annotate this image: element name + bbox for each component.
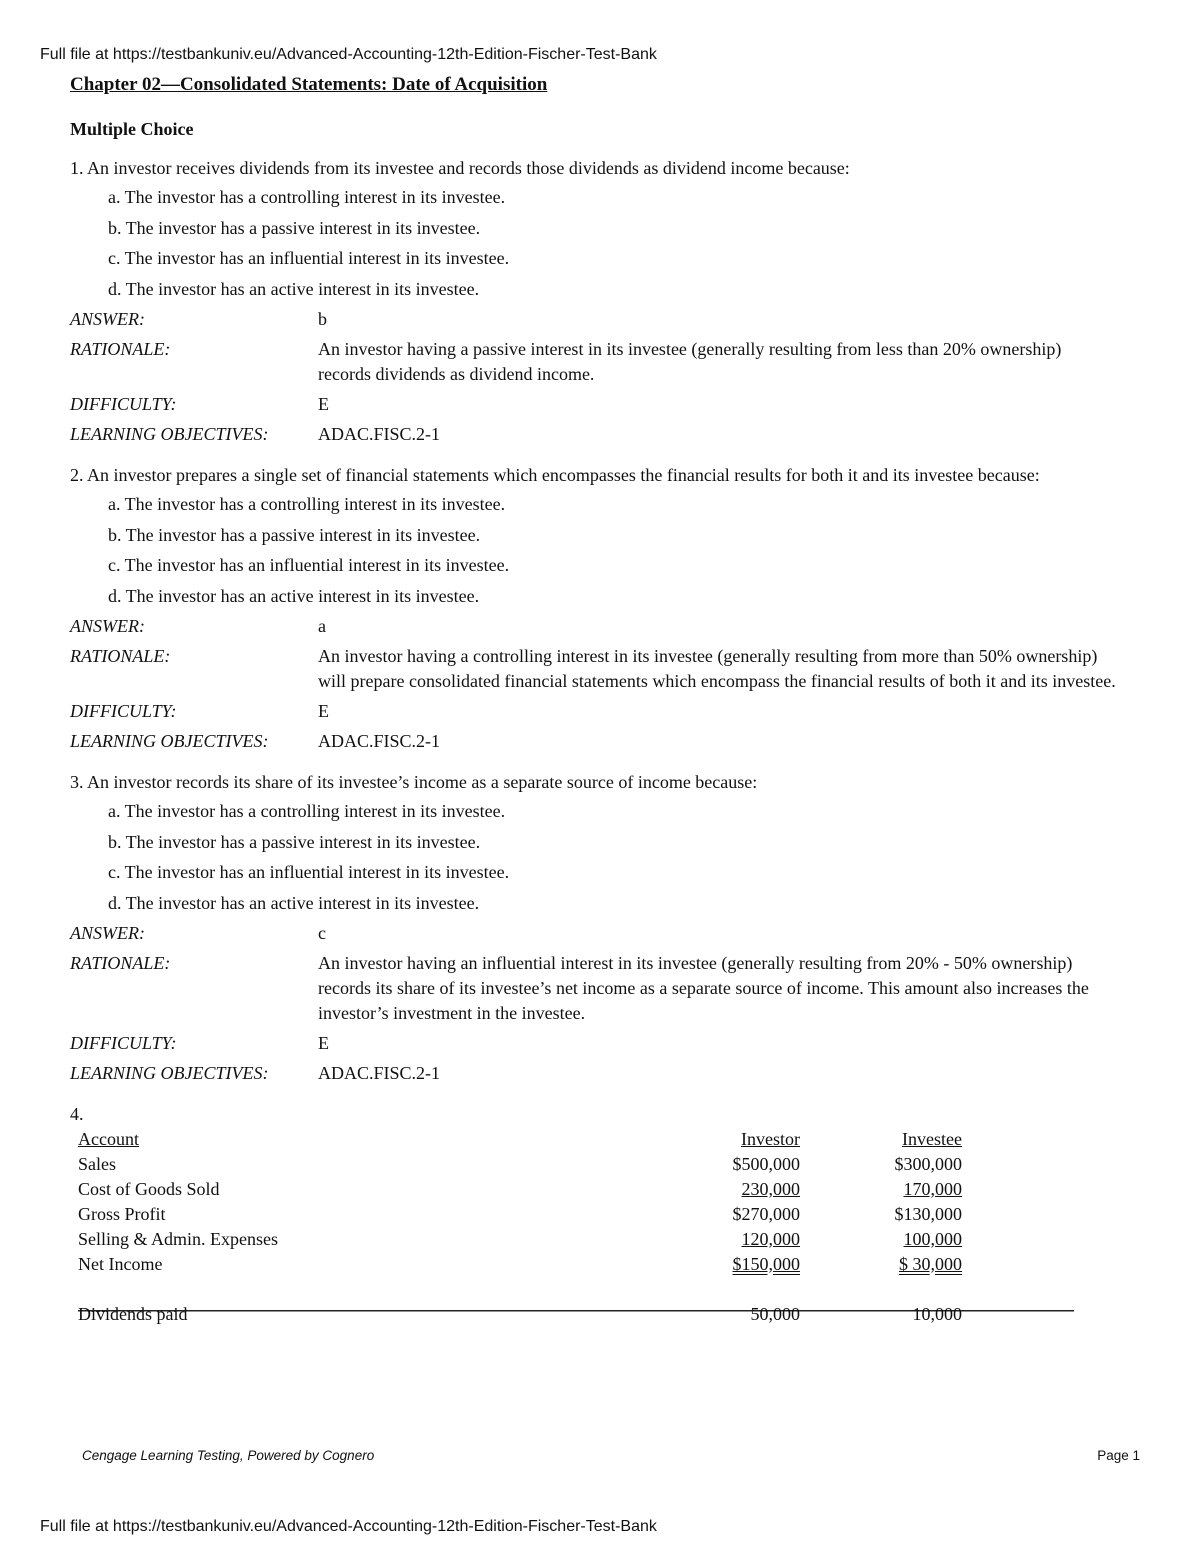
row-investor-value: 230,000 bbox=[741, 1179, 800, 1199]
row-investor-value: $270,000 bbox=[732, 1204, 800, 1224]
section-title: Multiple Choice bbox=[70, 119, 194, 139]
question-3 bbox=[70, 770, 1140, 1086]
answer-value: c bbox=[318, 923, 326, 943]
question-list bbox=[70, 156, 1140, 1086]
financial-table-row bbox=[78, 1152, 1080, 1177]
option-item: b. The investor has a passive interest in its investee. bbox=[108, 524, 481, 545]
answer-label: ANSWER: bbox=[70, 923, 145, 943]
difficulty-value: E bbox=[318, 701, 329, 721]
row-account: Cost of Goods Sold bbox=[78, 1179, 220, 1199]
objectives-value: ADAC.FISC.2-1 bbox=[318, 1063, 441, 1083]
objectives-value: ADAC.FISC.2-1 bbox=[318, 424, 441, 444]
question-meta bbox=[70, 307, 1140, 447]
document-page bbox=[70, 70, 1140, 1327]
question-1 bbox=[70, 156, 1140, 447]
option-item: a. The investor has a controlling interest in its investee. bbox=[108, 187, 506, 207]
objectives-label: LEARNING OBJECTIVES: bbox=[70, 731, 269, 751]
question-text: 1. An investor receives dividends from its investee and records those dividends as dividend income because: bbox=[70, 158, 850, 178]
header-account: Account bbox=[78, 1129, 139, 1149]
option-list bbox=[70, 185, 1140, 302]
rationale-label: RATIONALE: bbox=[70, 953, 171, 973]
objectives-label: LEARNING OBJECTIVES: bbox=[70, 424, 269, 444]
option-item: b. The investor has a passive interest in its investee. bbox=[108, 831, 481, 852]
row-account: Net Income bbox=[78, 1254, 163, 1274]
footer-credit: Cengage Learning Testing, Powered by Cognero bbox=[82, 1448, 375, 1463]
option-item: b. The investor has a passive interest in its investee. bbox=[108, 217, 481, 238]
header-investor: Investor bbox=[741, 1129, 800, 1149]
row-investee-value: $ 30,000 bbox=[899, 1254, 962, 1274]
difficulty-label: DIFFICULTY: bbox=[70, 701, 177, 721]
option-list bbox=[70, 492, 1140, 609]
row-account: Sales bbox=[78, 1154, 116, 1174]
rationale-value: An investor having a passive interest in its investee (generally resulting from less than 20% ownership) records dividends as dividend income. bbox=[318, 339, 1062, 384]
header-investee: Investee bbox=[902, 1129, 962, 1149]
answer-value: b bbox=[318, 309, 327, 329]
row-investee-value: $130,000 bbox=[894, 1204, 962, 1224]
rationale-label: RATIONALE: bbox=[70, 339, 171, 359]
dividends-row bbox=[78, 1302, 1080, 1327]
option-item: c. The investor has an influential interest in its investee. bbox=[108, 862, 510, 882]
row-investee-value: 170,000 bbox=[903, 1179, 962, 1199]
difficulty-value: E bbox=[318, 1033, 329, 1053]
table-spacer bbox=[78, 1277, 1080, 1302]
chapter-title: Chapter 02—Consolidated Statements: Date of Acquisition bbox=[70, 74, 548, 95]
row-account: Gross Profit bbox=[78, 1204, 166, 1224]
question-text: 2. An investor prepares a single set of financial statements which encompasses the financial results for both it and its investee because: bbox=[70, 465, 1040, 485]
row-investee-value: 100,000 bbox=[903, 1229, 962, 1249]
page-number: Page 1 bbox=[1097, 1448, 1140, 1463]
option-item: a. The investor has a controlling interest in its investee. bbox=[108, 801, 506, 821]
dividends-investee-value: 10,000 bbox=[912, 1304, 962, 1324]
row-investor-value: 120,000 bbox=[741, 1229, 800, 1249]
question-2 bbox=[70, 463, 1140, 754]
financial-table-row bbox=[78, 1177, 1080, 1202]
rationale-value: An investor having a controlling interest in its investee (generally resulting from more than 50% ownership) will prepare consolidated financial statements which encompass the financial results of both it and its investee. bbox=[318, 646, 1116, 691]
question-4 bbox=[70, 1102, 1140, 1327]
financial-table-header bbox=[78, 1127, 1080, 1152]
option-item: c. The investor has an influential interest in its investee. bbox=[108, 555, 510, 575]
row-investee-value: $300,000 bbox=[894, 1154, 962, 1174]
rationale-value: An investor having an influential interest in its investee (generally resulting from 20% - 50% ownership) records its share of its investee’s net income as a separate source of income. This amount also increases the investor’s investment in the investee. bbox=[318, 953, 1089, 1023]
row-investor-value: $500,000 bbox=[732, 1154, 800, 1174]
question-meta bbox=[70, 614, 1140, 754]
option-item: d. The investor has an active interest in its investee. bbox=[108, 892, 480, 913]
option-item: d. The investor has an active interest in its investee. bbox=[108, 585, 480, 606]
difficulty-label: DIFFICULTY: bbox=[70, 394, 177, 414]
objectives-value: ADAC.FISC.2-1 bbox=[318, 731, 441, 751]
option-item: a. The investor has a controlling interest in its investee. bbox=[108, 494, 506, 514]
row-account: Selling & Admin. Expenses bbox=[78, 1229, 278, 1249]
financial-table-row bbox=[78, 1202, 1080, 1227]
question-4-number: 4. bbox=[70, 1104, 84, 1124]
financial-table bbox=[78, 1127, 1080, 1327]
question-text: 3. An investor records its share of its investee’s income as a separate source of income because: bbox=[70, 772, 758, 792]
answer-label: ANSWER: bbox=[70, 616, 145, 636]
financial-table-row bbox=[78, 1252, 1080, 1277]
dividends-investor-value: 50,000 bbox=[750, 1304, 800, 1324]
row-investor-value: $150,000 bbox=[732, 1254, 800, 1274]
objectives-label: LEARNING OBJECTIVES: bbox=[70, 1063, 269, 1083]
answer-value: a bbox=[318, 616, 326, 636]
option-item: c. The investor has an influential interest in its investee. bbox=[108, 248, 510, 268]
file-banner-bottom: Full file at https://testbankuniv.eu/Advanced-Accounting-12th-Edition-Fischer-Test-Bank bbox=[40, 1518, 657, 1535]
answer-label: ANSWER: bbox=[70, 309, 145, 329]
option-item: d. The investor has an active interest in its investee. bbox=[108, 278, 480, 299]
dividends-label: Dividends paid bbox=[78, 1304, 188, 1324]
difficulty-value: E bbox=[318, 394, 329, 414]
rationale-label: RATIONALE: bbox=[70, 646, 171, 666]
file-banner-top: Full file at https://testbankuniv.eu/Advanced-Accounting-12th-Edition-Fischer-Test-Bank bbox=[40, 46, 657, 63]
difficulty-label: DIFFICULTY: bbox=[70, 1033, 177, 1053]
option-list bbox=[70, 799, 1140, 916]
question-meta bbox=[70, 921, 1140, 1086]
financial-table-row bbox=[78, 1227, 1080, 1252]
